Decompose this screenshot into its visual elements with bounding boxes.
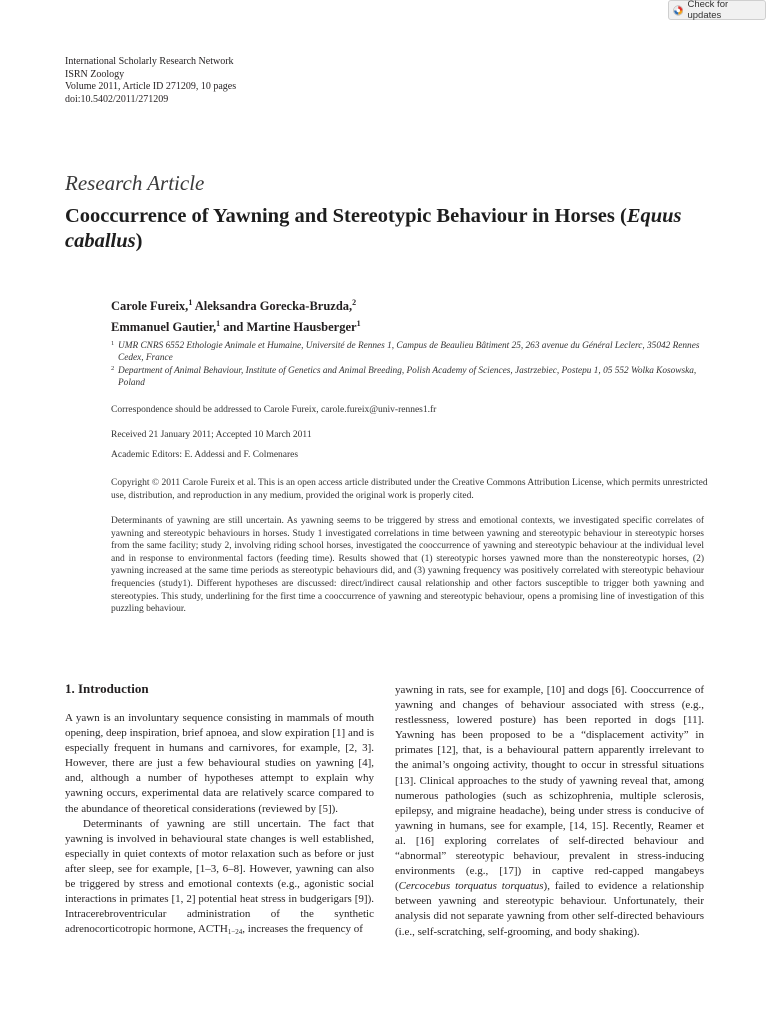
academic-editors: Academic Editors: E. Addessi and F. Colmenares [111,450,299,460]
author-affiliation-mark: 1 [356,319,361,329]
intro-continued-end: ), failed to evidence a relationship between yawning and stereotypic behaviour. Unfortunately, their analysis did not separate yawning from other self-directed behaviours (i.e., self-scratching, self-grooming, and body shaking). [395,880,704,938]
intro-paragraph-continued [395,683,704,940]
acth-subscript: 1−24 [227,928,243,937]
title-end: ) [135,230,143,252]
affiliations [111,340,711,390]
title-species: Equus caballus [65,205,682,252]
author-name: Aleksandra Gorecka-Bruzda, [192,299,353,314]
article-type: Research Article [65,171,205,195]
affiliation-item [111,365,711,389]
paper-title [65,204,705,254]
section-heading: 1. Introduction [65,681,149,696]
journal-network: International Scholarly Research Network [65,56,234,67]
journal-doi[interactable]: doi:10.5402/2011/271209 [65,93,169,105]
author-name: Emmanuel Gautier, [111,320,217,335]
left-column [65,681,374,940]
title-main: Cooccurrence of Yawning and Stereotypic Behaviour in Horses ( [65,205,627,227]
author-affiliation-mark: 1 [188,298,193,307]
affiliation-text: UMR CNRS 6552 Ethologie Animale et Humaine, Université de Rennes 1, Campus de Beaulieu Bâtiment 25, 263 avenue du Général Leclerc, 35042 Rennes Cedex, France [118,341,700,363]
intro-paragraph-1: A yawn is an involuntary sequence consisting in mammals of mouth opening, deep inspiration, brief apnoea, and slow expiration [1] and is especially frequent in humans and carnivores, for example, [2, 3]. However, there are just a few behavioural studies on yawning [4], and, although a number of hypotheses attempt to explain why yawning occurs, experimental data are relatively scarce compared to the abundance of theoretical considerations (reviewed by [5]). [65,712,374,815]
abstract: Determinants of yawning are still uncertain. As yawning seems to be triggered by stress and emotional contexts, we investigated specific correlates of yawning and stereotypic behaviours in horses. Study 1 investigated correlations in time between yawning and stereotypic behaviour in stereotypic horses from the same facility; study 2, involving riding school horses, investigated the cooccurrence of yawning and stereotypic behaviour at the individual level and in response to environmental factors (feeding time). Results showed that (1) stereotypic horses yawned more than the nonstereotypic horses, (2) yawning increased at the same time periods as stereotypic behaviours did, and (3) yawning frequency was positively correlated with stereotypic behaviour frequencies (study1). Different hypotheses are discussed: direct/indirect causal relationship and other factors susceptible to trigger both yawning and stereotypies. This study, underlining for the first time a cooccurrence of yawning and stereotypic behaviour, opens a promising line of investigation of this puzzling behaviour. [111,516,704,615]
journal-volume: Volume 2011, Article ID 271209, 10 pages [65,81,237,92]
check-for-updates-button[interactable] [668,0,766,20]
author-affiliation-mark: 2 [352,298,357,307]
species-name: Cercocebus torquatus torquatus [398,880,544,893]
intro-continued-text: yawning in rats, see for example, [10] and dogs [6]. Cooccurrence of yawning and changes of behaviour associated with stress (e.g., restlessness, lowered posture) has been reported in dogs [11]. Yawning has been proposed to be a “displacement activity” in primates [12], that, is a behavioural pattern apparently irrelevant to the animal’s ongoing activity, thought to occur in stressful situations [13]. Clinical approaches to the study of yawning reveal that, among numerous pathologies (such as schizophrenia, multiple sclerosis, epilepsy, and migraine headache), being under stress is conducive of yawning in humans, see for example, [14, 15]. Recently, Reamer et al. [16] exploring correlates of self-directed behaviour and “abnormal” stereotypic behaviour, prevalent in stress-inducing environments (e.g., [17]) in captive red-capped mangabeys ( [395,684,704,893]
affiliation-item [111,340,711,364]
intro-paragraph-2-end: , increases the frequency of [242,923,363,936]
author-line-2 [111,315,361,336]
right-column [395,683,704,940]
journal-info [65,56,236,106]
intro-paragraph-2-text: Determinants of yawning are still uncertain. The fact that yawning is involved in behavioural state changes is well established, especially in quiet contexts of motor relaxation such as before or just after sleep, see for example, [1–3, 6–8]. However, yawning can also be triggered by stress and emotional contexts (e.g., agonistic social interactions in primates [1, 2] potential heat stress in budgerigars [9]). Intracerebroventricular administration of the synthetic adrenocorticotropic hormone, ACTH [65,817,374,936]
affiliation-number: 1 [111,340,115,347]
author-name: Carole Fureix, [111,299,189,314]
copyright-notice: Copyright © 2011 Carole Fureix et al. This is an open access article distributed under the Creative Commons Attribution License, which permits unrestricted use, distribution, and reproduction in any medium, provided the original work is properly cited. [111,478,708,501]
affiliation-number: 2 [111,365,115,372]
intro-paragraph-2 [65,817,374,941]
author-affiliation-mark: 1 [216,319,221,329]
author-name: and Martine Hausberger [220,320,357,335]
author-list [111,294,361,336]
correspondence: Correspondence should be addressed to Carole Fureix, carole.fureix@univ-rennes1.fr [111,405,437,415]
journal-name: ISRN Zoology [65,68,125,80]
affiliation-text: Department of Animal Behaviour, Institute of Genetics and Animal Breeding, Polish Academy of Sciences, Jastrzebiec, Postepu 1, 05 552 Wolka Kosowska, Poland [118,366,697,388]
check-for-updates-label: Check for updates [687,0,729,21]
received-dates: Received 21 January 2011; Accepted 10 March 2011 [111,430,312,440]
update-check-icon [673,5,683,16]
author-line-1 [111,294,361,315]
